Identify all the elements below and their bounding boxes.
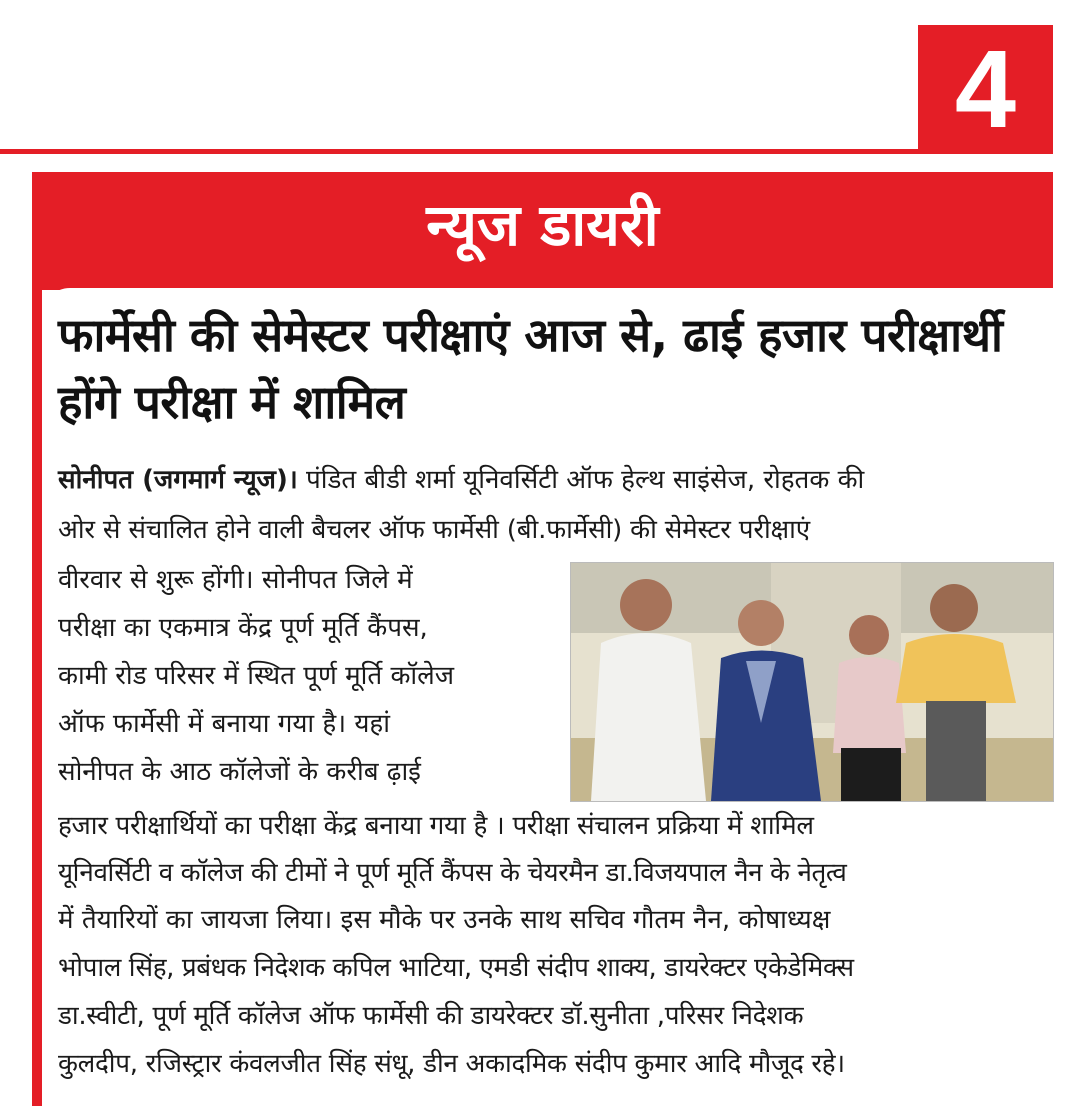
top-red-rule — [0, 149, 918, 154]
frame-left — [32, 276, 42, 1106]
page-number: 4 — [954, 27, 1017, 151]
article-line-2: ओर से संचालित होने वाली बैचलर ऑफ फार्मेसी (बी.फार्मेसी) की सेमेस्टर परीक्षाएं — [58, 515, 810, 545]
article-line-13: कुलदीप, रजिस्ट्रार कंवलजीत सिंह संधू, डीन अकादमिक संदीप कुमार आदि मौजूद रहे। — [58, 1049, 845, 1079]
article-line-5: कामी रोड परिसर में स्थित पूर्ण मूर्ति कॉलेज — [58, 661, 455, 691]
news-photo — [570, 562, 1054, 802]
article-line-8: हजार परीक्षार्थियों का परीक्षा केंद्र बनाया गया है । परीक्षा संचालन प्रक्रिया में शामिल — [58, 811, 814, 841]
article-headline: फार्मेसी की सेमेस्टर परीक्षाएं आज से, ढाई हजार परीक्षार्थी होंगे परीक्षा में शामिल — [58, 308, 1003, 429]
article-line-4: परीक्षा का एकमात्र केंद्र पूर्ण मूर्ति कैंपस, — [58, 613, 428, 643]
article-line-10: में तैयारियों का जायजा लिया। इस मौके पर उनके साथ सचिव गौतम नैन, कोषाध्यक्ष — [58, 905, 831, 935]
article-line-11: भोपाल सिंह, प्रबंधक निदेशक कपिल भाटिया, एमडी संदीप शाक्य, डायरेक्टर एकेडेमिक्स — [58, 953, 854, 983]
section-title: न्यूज डायरी — [426, 191, 659, 259]
body-text: पंडित बीडी शर्मा यूनिवर्सिटी ऑफ हेल्थ साइंसेज, रोहतक की — [305, 465, 865, 495]
page-number-box — [918, 25, 1053, 154]
article-line-1 — [58, 462, 864, 498]
photo-illustration — [571, 563, 1053, 801]
article-line-12: डा.स्वीटी, पूर्ण मूर्ति कॉलेज ऑफ फार्मेसी की डायरेक्टर डॉ.सुनीता ,परिसर निदेशक — [58, 1001, 804, 1031]
article-line-7: सोनीपत के आठ कॉलेजों के करीब ढ़ाई — [58, 757, 421, 787]
article-line-3: वीरवार से शुरू होंगी। सोनीपत जिले में — [58, 565, 413, 595]
article-line-9: यूनिवर्सिटी व कॉलेज की टीमों ने पूर्ण मूर्ति कैंपस के चेयरमैन डा.विजयपाल नैन के नेतृत्व — [58, 858, 847, 888]
dateline: सोनीपत (जगमार्ग न्यूज)। — [58, 465, 298, 495]
article-line-6: ऑफ फार्मेसी में बनाया गया है। यहां — [58, 709, 390, 739]
section-banner — [32, 172, 1053, 276]
